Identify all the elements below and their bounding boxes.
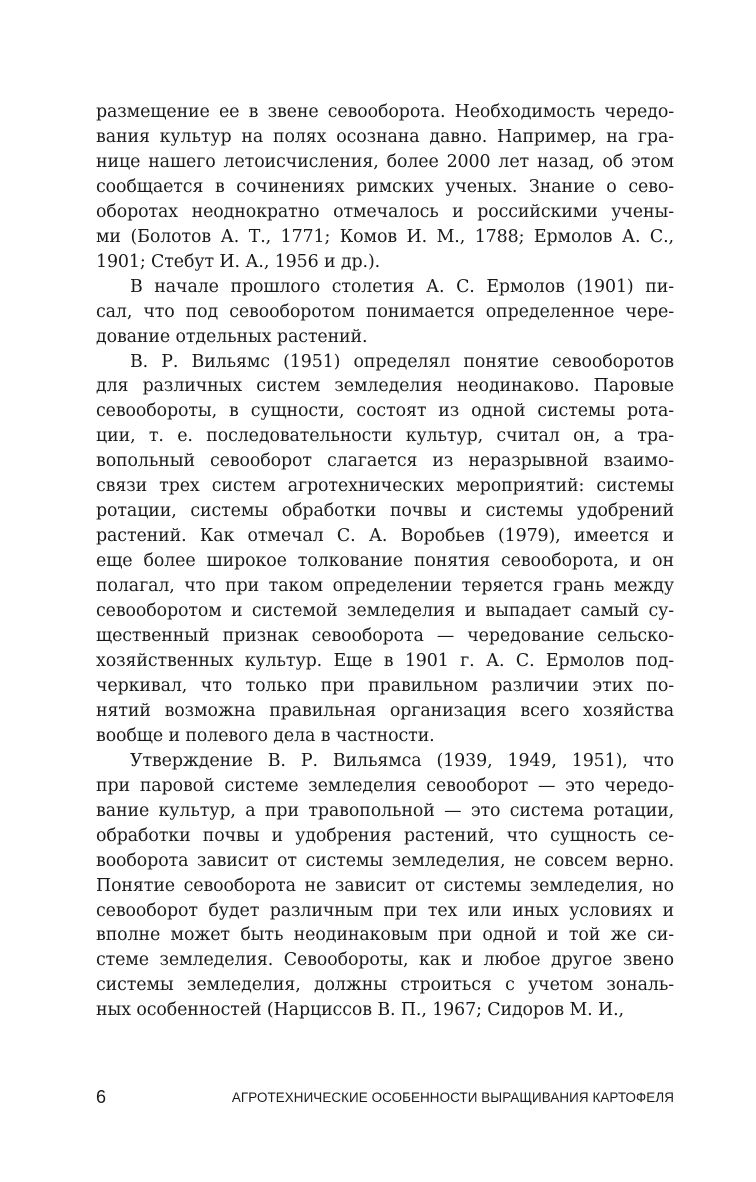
text-line: хозяйственных культур. Еще в 1901 г. А. С. Ермолов под- — [96, 650, 674, 671]
text-line: связи трех систем агротехнических мероприятий: системы — [96, 476, 674, 497]
text-line: щественный признак севооборота — чередование сельско- — [96, 626, 674, 647]
text-line: вполне может быть неодинаковым при одной и той же си- — [96, 925, 674, 946]
text-line: вооборота зависит от системы земледелия, не совсем верно. — [96, 850, 674, 871]
text-line: ротации, системы обработки почвы и системы удобрений — [96, 501, 674, 522]
body-text — [96, 100, 674, 1023]
text-line: вообще и полевого дела в частности. — [96, 725, 435, 746]
text-line: обработки почвы и удобрения растений, что сущность се- — [96, 825, 674, 846]
text-line: В. Р. Вильямс (1951) определял понятие севооборотов — [130, 351, 674, 372]
paragraph — [96, 275, 674, 350]
text-line: нятий возможна правильная организация всего хозяйства — [96, 700, 674, 721]
text-line: размещение ее в звене севооборота. Необходимость чередо- — [96, 102, 674, 122]
text-line: севообороты, в сущности, состоят из одной системы рота- — [96, 401, 674, 422]
text-line: для различных систем земледелия неодинаково. Паровые — [96, 376, 674, 397]
text-line: полагал, что при таком определении теряется грань между — [96, 576, 674, 597]
paragraph — [96, 100, 674, 275]
paragraph — [96, 749, 674, 1023]
text-line: нице нашего летоисчисления, более 2000 лет назад, об этом — [96, 151, 674, 172]
text-line: ции, т. е. последовательности культур, считал он, а тра- — [96, 426, 674, 447]
text-line: севооборотом и системой земледелия и выпадает самый су- — [96, 601, 674, 622]
text-line: 1901; Стебут И. А., 1956 и др.). — [96, 251, 381, 272]
text-line: черкивал, что только при правильном различии этих по- — [96, 675, 674, 696]
text-line: Утверждение В. Р. Вильямса (1939, 1949, 1951), что — [130, 750, 674, 771]
page-footer — [96, 1087, 674, 1111]
text-line: В начале прошлого столетия А. С. Ермолов (1901) пи- — [130, 276, 674, 297]
text-line: ми (Болотов А. Т., 1771; Комов И. М., 1788; Ермолов А. С., — [96, 226, 674, 247]
text-line: дование отдельных растений. — [96, 326, 368, 347]
text-line: ных особенностей (Нарциссов В. П., 1967; Сидоров М. И., — [96, 1000, 624, 1021]
text-line: оборотах неоднократно отмечалось и российскими учены- — [96, 201, 674, 222]
text-line: сообщается в сочинениях римских ученых. Знание о сево- — [96, 176, 674, 197]
running-title: АГРОТЕХНИЧЕСКИЕ ОСОБЕННОСТИ ВЫРАЩИВАНИЯ КАРТОФЕЛЯ — [231, 1090, 674, 1105]
page-number: 6 — [96, 1087, 107, 1107]
text-line: Понятие севооборота не зависит от системы земледелия, но — [96, 875, 674, 896]
text-line: сал, что под севооборотом понимается определенное чере- — [96, 301, 674, 322]
text-line: вание культур, а при травопольной — это система ротации, — [96, 800, 674, 821]
text-line: еще более широкое толкование понятия севооборота, и он — [96, 551, 674, 572]
text-line: севооборот будет различным при тех или иных условиях и — [96, 900, 674, 921]
text-line: стеме земледелия. Севообороты, как и любое другое звено — [96, 950, 674, 971]
text-line: при паровой системе земледелия севооборот — это чередо- — [96, 775, 674, 796]
text-line: растений. Как отмечал С. А. Воробьев (1979), имеется и — [96, 526, 674, 547]
paragraph — [96, 350, 674, 749]
text-line: вания культур на полях осознана давно. Например, на гра- — [96, 126, 674, 147]
text-line: вопольный севооборот слагается из неразрывной взаимо- — [96, 451, 674, 472]
text-line: системы земледелия, должны строиться с учетом зональ- — [96, 975, 674, 996]
